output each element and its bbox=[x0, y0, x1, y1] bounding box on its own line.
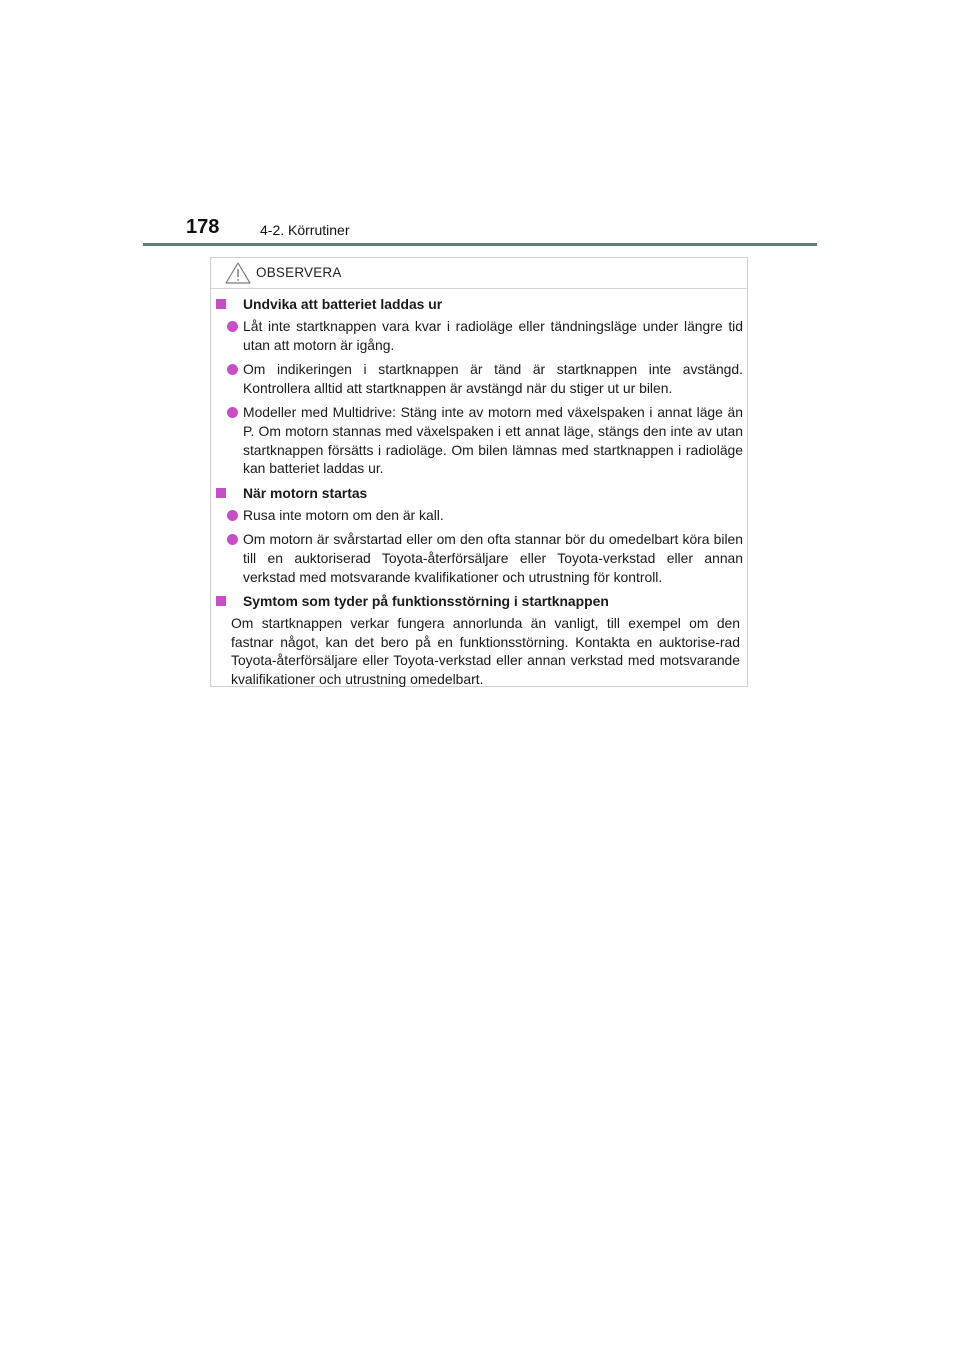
list-item-text: Om motorn är svårstartad eller om den ofta stannar bör du omedelbart köra bilen till en auktoriserad Toyota-återförsäljare eller Toyota-verkstad eller annan verkstad med motsvarande kvalifikationer och utrustning för kontroll. bbox=[243, 531, 743, 585]
dot-bullet-icon bbox=[227, 321, 238, 332]
dot-bullet-icon bbox=[227, 364, 238, 375]
notice-header bbox=[211, 258, 747, 289]
dot-bullet-icon bbox=[227, 510, 238, 521]
square-bullet-icon bbox=[216, 299, 226, 309]
section-heading bbox=[211, 484, 733, 503]
list-item bbox=[211, 530, 743, 586]
section-starting bbox=[211, 484, 749, 586]
list-item bbox=[211, 506, 743, 525]
warning-triangle-icon bbox=[225, 262, 251, 284]
list-item-text: Om indikeringen i startknappen är tänd är startknappen inte avstängd. Kontrollera alltid att startknappen är avstängd när du stiger ut ur bilen. bbox=[243, 361, 743, 396]
section-heading bbox=[211, 295, 733, 314]
list-item bbox=[211, 360, 743, 397]
section-malfunction bbox=[211, 592, 749, 688]
section-heading-text: När motorn startas bbox=[243, 484, 368, 501]
section-heading-text: Undvika att batteriet laddas ur bbox=[243, 296, 443, 312]
notice-title: OBSERVERA bbox=[256, 265, 342, 280]
list-item-text: Modeller med Multidrive: Stäng inte av motorn med växelspaken i annat läge än P. Om motorn stannas med växelspaken i ett annat läge, stängs den inte av utan startknappen försätts i radioläge. Om bilen lämnas med startknappen i radioläge kan batteriet laddas ur. bbox=[243, 404, 743, 477]
square-bullet-icon bbox=[216, 488, 226, 498]
list-item-text: Låt inte startknappen vara kvar i radioläge eller tändningsläge under längre tid utan att motorn är igång. bbox=[243, 318, 743, 353]
dot-bullet-icon bbox=[227, 534, 238, 545]
list-item-text: Rusa inte motorn om den är kall. bbox=[243, 506, 444, 523]
section-title: 4-2. Körrutiner bbox=[260, 222, 350, 238]
section-heading-text: Symtom som tyder på funktionsstörning i startknappen bbox=[243, 593, 609, 610]
list-item bbox=[211, 317, 743, 354]
section-heading bbox=[211, 592, 733, 611]
dot-bullet-icon bbox=[227, 407, 238, 418]
header-rule bbox=[143, 243, 817, 246]
section-battery bbox=[211, 295, 749, 478]
page-number: 178 bbox=[186, 216, 220, 238]
square-bullet-icon bbox=[216, 596, 226, 606]
notice-box bbox=[210, 257, 748, 687]
section-paragraph: Om startknappen verkar fungera annorlunda än vanligt, till exempel om den fastnar något, kan det bero på en funktionsstörning. Kontakta en auktorise-rad Toyota-återförsäljare eller Toyota-verkstad eller annan verkstad med motsvarande kvalifikationer och utrustning omedelbart. bbox=[231, 615, 740, 687]
notice-body bbox=[211, 295, 749, 691]
list-item bbox=[211, 403, 743, 477]
